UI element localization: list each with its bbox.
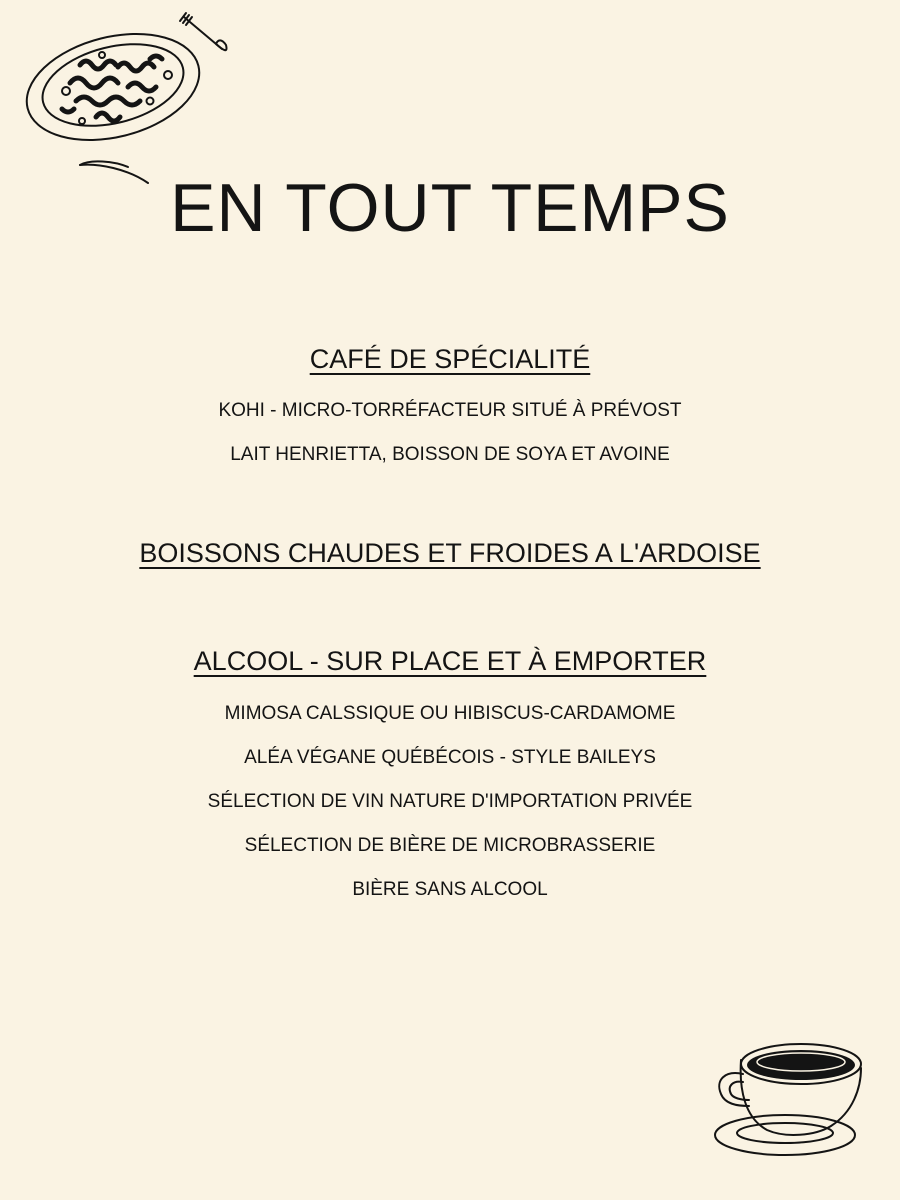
coffee-cup-icon <box>705 1030 875 1165</box>
menu-item: LAIT HENRIETTA, BOISSON DE SOYA ET AVOINE <box>230 444 670 465</box>
pasta-plate-icon <box>18 5 243 190</box>
menu-item: ALÉA VÉGANE QUÉBÉCOIS - STYLE BAILEYS <box>244 747 656 768</box>
menu-item: SÉLECTION DE BIÈRE DE MICROBRASSERIE <box>244 835 656 856</box>
section-heading-cafe: CAFÉ DE SPÉCIALITÉ <box>309 344 591 374</box>
menu-item: SÉLECTION DE VIN NATURE D'IMPORTATION PRIVÉE <box>207 791 693 812</box>
menu-item: KOHI - MICRO-TORRÉFACTEUR SITUÉ À PRÉVOST <box>218 400 682 421</box>
section-heading-alcool: ALCOOL - SUR PLACE ET À EMPORTER <box>193 646 707 676</box>
page-title: EN TOUT TEMPS <box>170 170 730 246</box>
menu-item: MIMOSA CALSSIQUE OU HIBISCUS-CARDAMOME <box>224 703 676 724</box>
menu-item: BIÈRE SANS ALCOOL <box>352 879 548 900</box>
section-heading-boissons: BOISSONS CHAUDES ET FROIDES A L'ARDOISE <box>139 538 761 568</box>
